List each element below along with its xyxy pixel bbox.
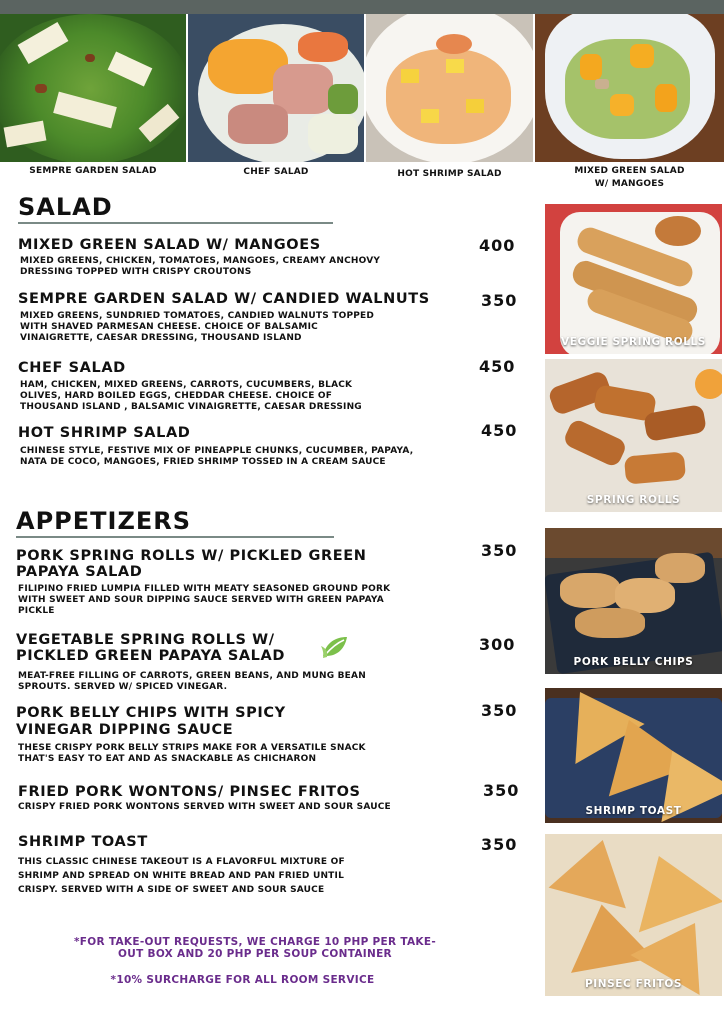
item-name: FRIED PORK WONTONS/ PINSEC FRITOS xyxy=(18,784,361,800)
item-price: 350 xyxy=(481,291,518,310)
item-price: 450 xyxy=(481,421,518,440)
item-description: SPROUTS. SERVED W/ SPICED VINEGAR. xyxy=(18,682,228,692)
item-price: 350 xyxy=(481,701,518,720)
photo-label: SPRING ROLLS xyxy=(586,494,681,506)
section-divider xyxy=(18,222,333,224)
takeout-note: OUT BOX AND 20 PHP PER SOUP CONTAINER xyxy=(118,948,392,960)
item-description: THIS CLASSIC CHINESE TAKEOUT IS A FLAVORFUL MIXTURE OF xyxy=(18,857,345,867)
item-description: PICKLE xyxy=(18,606,55,616)
item-name: SEMPRE GARDEN SALAD W/ CANDIED WALNUTS xyxy=(18,291,430,307)
top-bar xyxy=(0,0,724,14)
item-name: PICKLED GREEN PAPAYA SALAD xyxy=(16,648,285,664)
item-name: SHRIMP TOAST xyxy=(18,834,148,850)
item-name: MIXED GREEN SALAD W/ MANGOES xyxy=(18,237,321,253)
item-price: 350 xyxy=(481,835,518,854)
item-description: WITH SWEET AND SOUR DIPPING SAUCE SERVED WITH GREEN PAPAYA xyxy=(18,595,384,605)
item-description: OLIVES, HARD BOILED EGGS, CHEDDAR CHEESE. CHOICE OF xyxy=(20,391,333,401)
section-title-salad: SALAD xyxy=(18,193,113,221)
photo-caption: HOT SHRIMP SALAD xyxy=(397,169,502,179)
takeout-note: *FOR TAKE-OUT REQUESTS, WE CHARGE 10 PHP PER TAKE- xyxy=(74,936,436,948)
item-description: FILIPINO FRIED LUMPIA FILLED WITH MEATY SEASONED GROUND PORK xyxy=(18,584,391,594)
item-description: THAT'S EASY TO EAT AND AS SNACKABLE AS CHICHARON xyxy=(18,754,317,764)
leaf-icon xyxy=(320,634,350,660)
pork-belly-chips-photo xyxy=(545,528,722,674)
item-price: 350 xyxy=(481,541,518,560)
mango-salad-photo xyxy=(535,14,724,162)
chef-salad-photo xyxy=(188,14,364,162)
item-name: VEGETABLE SPRING ROLLS W/ xyxy=(16,632,275,648)
item-description: NATA DE COCO, MANGOES, FRIED SHRIMP TOSSED IN A CREAM SAUCE xyxy=(20,457,386,467)
item-name: CHEF SALAD xyxy=(18,360,126,376)
caesar-salad-photo xyxy=(0,14,186,162)
photo-caption: W/ MANGOES xyxy=(594,179,665,189)
photo-label: VEGGIE SPRING ROLLS xyxy=(561,336,706,348)
item-name: PAPAYA SALAD xyxy=(16,564,143,580)
item-description: CRISPY FRIED PORK WONTONS SERVED WITH SWEET AND SOUR SAUCE xyxy=(18,802,391,812)
photo-caption: SEMPRE GARDEN SALAD xyxy=(29,166,157,176)
item-price: 400 xyxy=(479,236,516,255)
photo-caption: MIXED GREEN SALAD xyxy=(574,166,685,176)
item-price: 350 xyxy=(483,781,520,800)
item-name: HOT SHRIMP SALAD xyxy=(18,425,191,441)
shrimp-salad-photo xyxy=(366,14,533,162)
item-description: SHRIMP AND SPREAD ON WHITE BREAD AND PAN FRIED UNTIL xyxy=(18,871,345,881)
item-description: MIXED GREENS, CHICKEN, TOMATOES, MANGOES, CREAMY ANCHOVY xyxy=(20,256,381,266)
section-divider xyxy=(16,536,334,538)
item-description: CHINESE STYLE, FESTIVE MIX OF PINEAPPLE CHUNKS, CUCUMBER, PAPAYA, xyxy=(20,446,414,456)
item-description: CRISPY. SERVED WITH A SIDE OF SWEET AND SOUR SAUCE xyxy=(18,885,325,895)
spring-rolls-photo xyxy=(545,359,722,512)
item-name: PORK BELLY CHIPS WITH SPICY xyxy=(16,705,286,721)
item-description: MIXED GREENS, SUNDRIED TOMATOES, CANDIED WALNUTS TOPPED xyxy=(20,311,375,321)
item-name: PORK SPRING ROLLS W/ PICKLED GREEN xyxy=(16,548,367,564)
item-description: WITH SHAVED PARMESAN CHEESE. CHOICE OF BALSAMIC xyxy=(20,322,318,332)
item-price: 450 xyxy=(479,357,516,376)
pinsec-fritos-photo xyxy=(545,834,722,996)
item-price: 300 xyxy=(479,635,516,654)
item-description: VINAIGRETTE, CAESAR DRESSING, THOUSAND ISLAND xyxy=(20,333,302,343)
item-name: VINEGAR DIPPING SAUCE xyxy=(16,722,234,738)
photo-label: SHRIMP TOAST xyxy=(585,805,682,817)
photo-label: PINSEC FRITOS xyxy=(584,978,683,990)
item-description: THESE CRISPY PORK BELLY STRIPS MAKE FOR A VERSATILE SNACK xyxy=(18,743,366,753)
veggie-spring-rolls-photo xyxy=(545,204,722,354)
photo-caption: CHEF SALAD xyxy=(243,167,309,177)
item-description: MEAT-FREE FILLING OF CARROTS, GREEN BEANS, AND MUNG BEAN xyxy=(18,671,366,681)
shrimp-toast-photo xyxy=(545,688,722,823)
photo-label: PORK BELLY CHIPS xyxy=(573,656,694,668)
section-title-appetizers: APPETIZERS xyxy=(16,507,192,535)
item-description: DRESSING TOPPED WITH CRISPY CROUTONS xyxy=(20,267,252,277)
surcharge-note: *10% SURCHARGE FOR ALL ROOM SERVICE xyxy=(110,974,375,986)
item-description: THOUSAND ISLAND , BALSAMIC VINAIGRETTE, CAESAR DRESSING xyxy=(20,402,362,412)
item-description: HAM, CHICKEN, MIXED GREENS, CARROTS, CUCUMBERS, BLACK xyxy=(20,380,353,390)
